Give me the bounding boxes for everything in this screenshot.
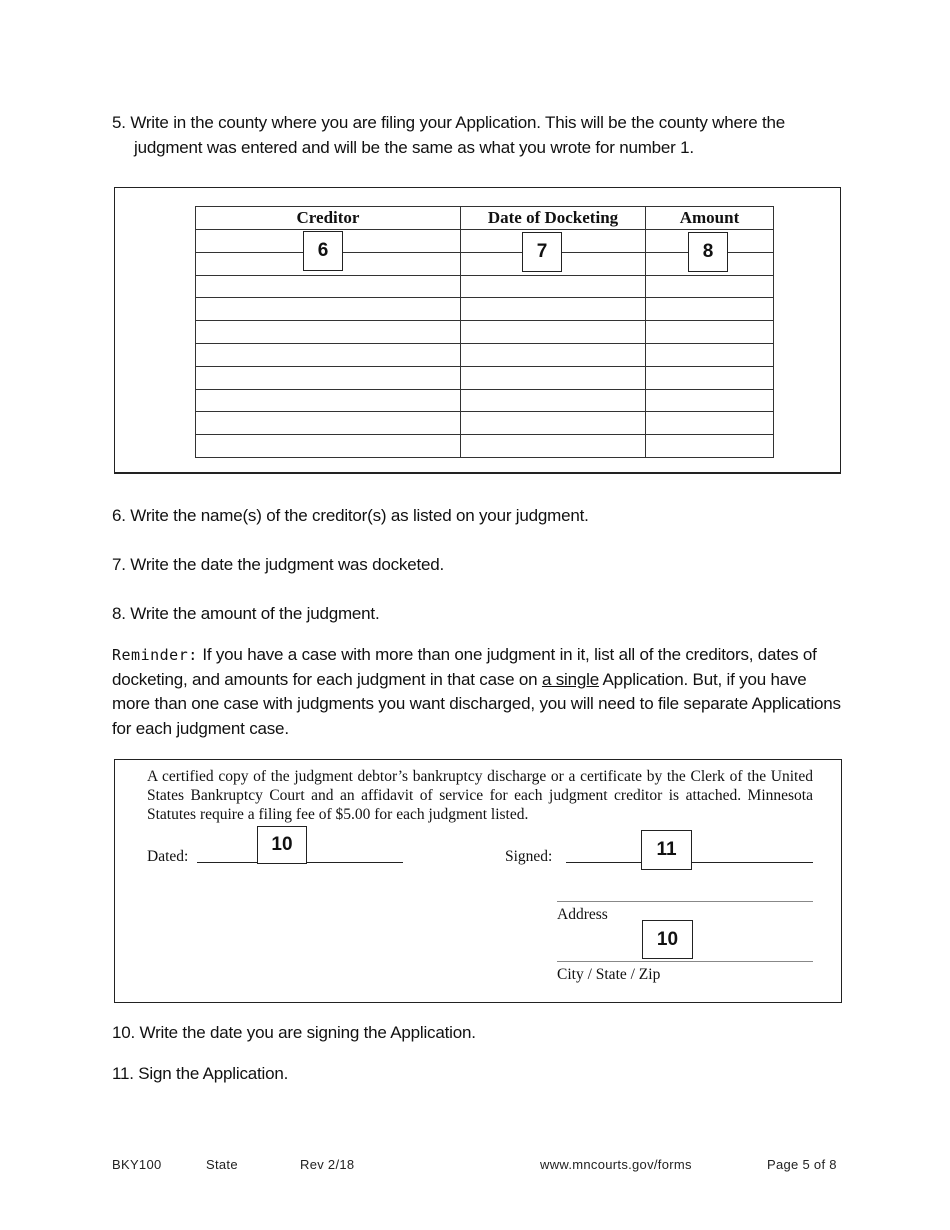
address-line (557, 901, 813, 902)
table-row (196, 366, 774, 389)
table-row (196, 298, 774, 321)
callout-8: 8 (688, 232, 728, 272)
dated-label: Dated: (147, 848, 189, 865)
reminder-text-after: Application. But, if you have more than one case with judgments you want discharged, you will need to file separate Applications for each judgment case. (112, 669, 841, 738)
city-state-zip-label: City / State / Zip (557, 966, 661, 983)
step-5-number: 5. (112, 113, 126, 132)
step-5-line-2: judgment was entered and will be the same as what you wrote for number 1. (134, 137, 694, 157)
city-state-zip-line (557, 961, 813, 962)
signature-block-frame (114, 759, 842, 1003)
step-10-instruction: 10. Write the date you are signing the Application. (112, 1023, 476, 1042)
footer-url[interactable]: www.mncourts.gov/forms (540, 1157, 692, 1172)
callout-6: 6 (303, 231, 343, 271)
reminder-paragraph (112, 643, 842, 741)
table-row (196, 321, 774, 344)
reminder-text-before: If you have a case with more than one judgment in it, list all of the creditors, dates of docketing, and amounts for each judgment in that case on (112, 645, 817, 689)
step-5-line-1: Write in the county where you are filing your Application. This will be the county where the (130, 113, 786, 132)
table-row (196, 412, 774, 435)
footer-jurisdiction: State (206, 1157, 238, 1172)
example-table-frame (114, 187, 841, 474)
header-creditor: Creditor (196, 207, 461, 230)
callout-10-dated: 10 (257, 826, 307, 864)
callout-7: 7 (522, 232, 562, 272)
table-row (196, 343, 774, 366)
step-7-instruction: 7. Write the date the judgment was docketed. (112, 555, 445, 574)
signed-label: Signed: (505, 848, 553, 865)
step-6-instruction: 6. Write the name(s) of the creditor(s) as listed on your judgment. (112, 506, 589, 525)
header-date-of-docketing: Date of Docketing (461, 207, 646, 230)
table-row (196, 435, 774, 458)
address-label: Address (557, 906, 608, 923)
table-row (196, 252, 774, 275)
step-11-instruction: 11. Sign the Application. (112, 1064, 289, 1083)
table-row (196, 230, 774, 253)
footer-form-id: BKY100 (112, 1157, 162, 1172)
callout-10-address: 10 (642, 920, 693, 959)
table-row (196, 275, 774, 298)
reminder-underlined: a single (541, 669, 599, 689)
step-8-instruction: 8. Write the amount of the judgment. (112, 604, 380, 623)
callout-11-signed: 11 (641, 830, 692, 870)
footer-page-number: Page 5 of 8 (767, 1157, 837, 1172)
header-amount: Amount (646, 207, 774, 230)
step-5-instruction (112, 111, 852, 160)
footer-revision: Rev 2/18 (300, 1157, 355, 1172)
table-row (196, 389, 774, 412)
attachment-statement: A certified copy of the judgment debtor’s bankruptcy discharge or a certificate by the Clerk of the United States Bankruptcy Court and an affidavit of service for each judgment creditor is attached. Minnesota Statutes require a filing fee of $5.00 for each judgment listed. (147, 768, 813, 823)
reminder-label: Reminder: (112, 646, 198, 664)
